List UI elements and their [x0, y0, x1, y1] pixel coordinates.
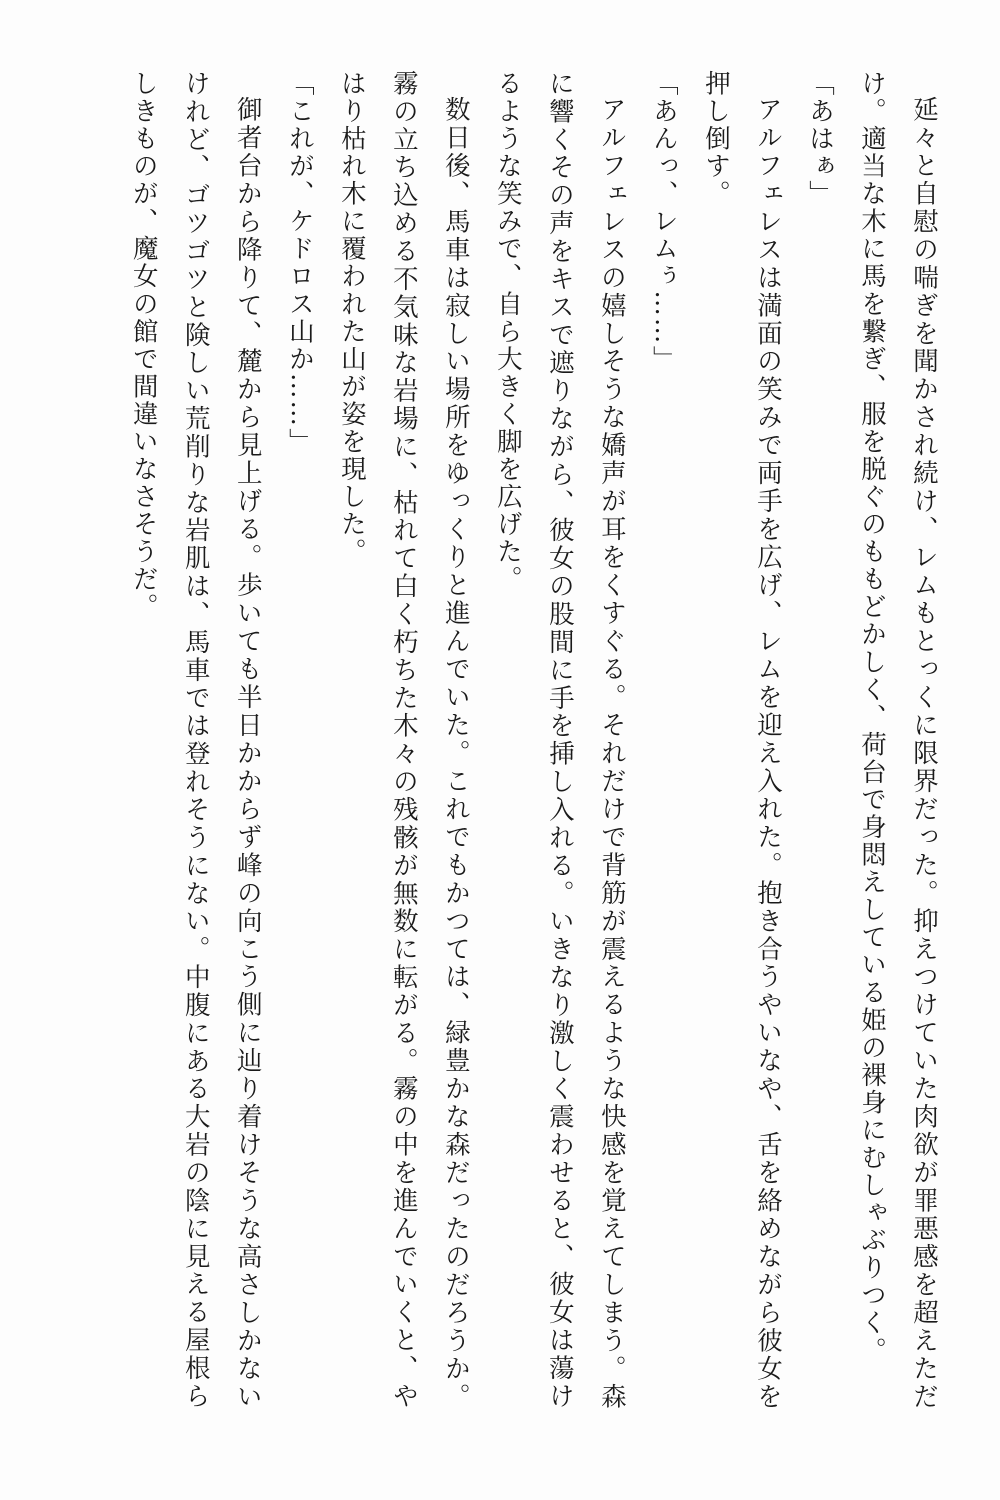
- paragraph-dialogue: 「これが、ケドロス山か……」: [284, 70, 315, 456]
- paragraph: アルフェレスは満面の笑みで両手を広げ、レムを迎え入れた。抱き合うやいなや、舌を絡めながら彼女を押し倒す。: [700, 70, 783, 1410]
- paragraph: アルフェレスの嬉しそうな嬌声が耳をくすぐる。それだけで背筋が震えるような快感を覚えてしまう。森に響くその声をキスで遮りながら、彼女の股間に手を挿し入れる。いきなり激しく震わせると、彼女は蕩けるような笑みで、自ら大きく脚を広げた。: [492, 70, 627, 1410]
- paragraph: 数日後、馬車は寂しい場所をゆっくりと進んでいた。これでもかつては、緑豊かな森だったのだろうか。霧の立ち込める不気味な岩場に、枯れて白く朽ちた木々の残骸が無数に転がる。霧の中を進んでいくと、やはり枯れ木に覆われた山が姿を現した。: [336, 70, 471, 1410]
- paragraph-dialogue: 「あはぁ」: [804, 70, 835, 208]
- vertical-text-body: [60, 70, 950, 1410]
- paragraph-dialogue: 「あんっ、レムぅ……」: [648, 70, 679, 373]
- paragraph: 御者台から降りて、麓から見上げる。歩いても半日かからず峰の向こう側に辿り着けそうな高さしかないけれど、ゴツゴツと険しい荒削りな岩肌は、馬車では登れそうにない。中腹にある大岩の陰に見える屋根らしきものが、魔女の館で間違いなさそうだ。: [128, 70, 263, 1410]
- paragraph: 延々と自慰の喘ぎを聞かされ続け、レムもとっくに限界だった。抑えつけていた肉欲が罪悪感を超えただけ。適当な木に馬を繋ぎ、服を脱ぐのももどかしく、荷台で身悶えしている姫の裸身にむしゃぶりつく。: [856, 70, 939, 1410]
